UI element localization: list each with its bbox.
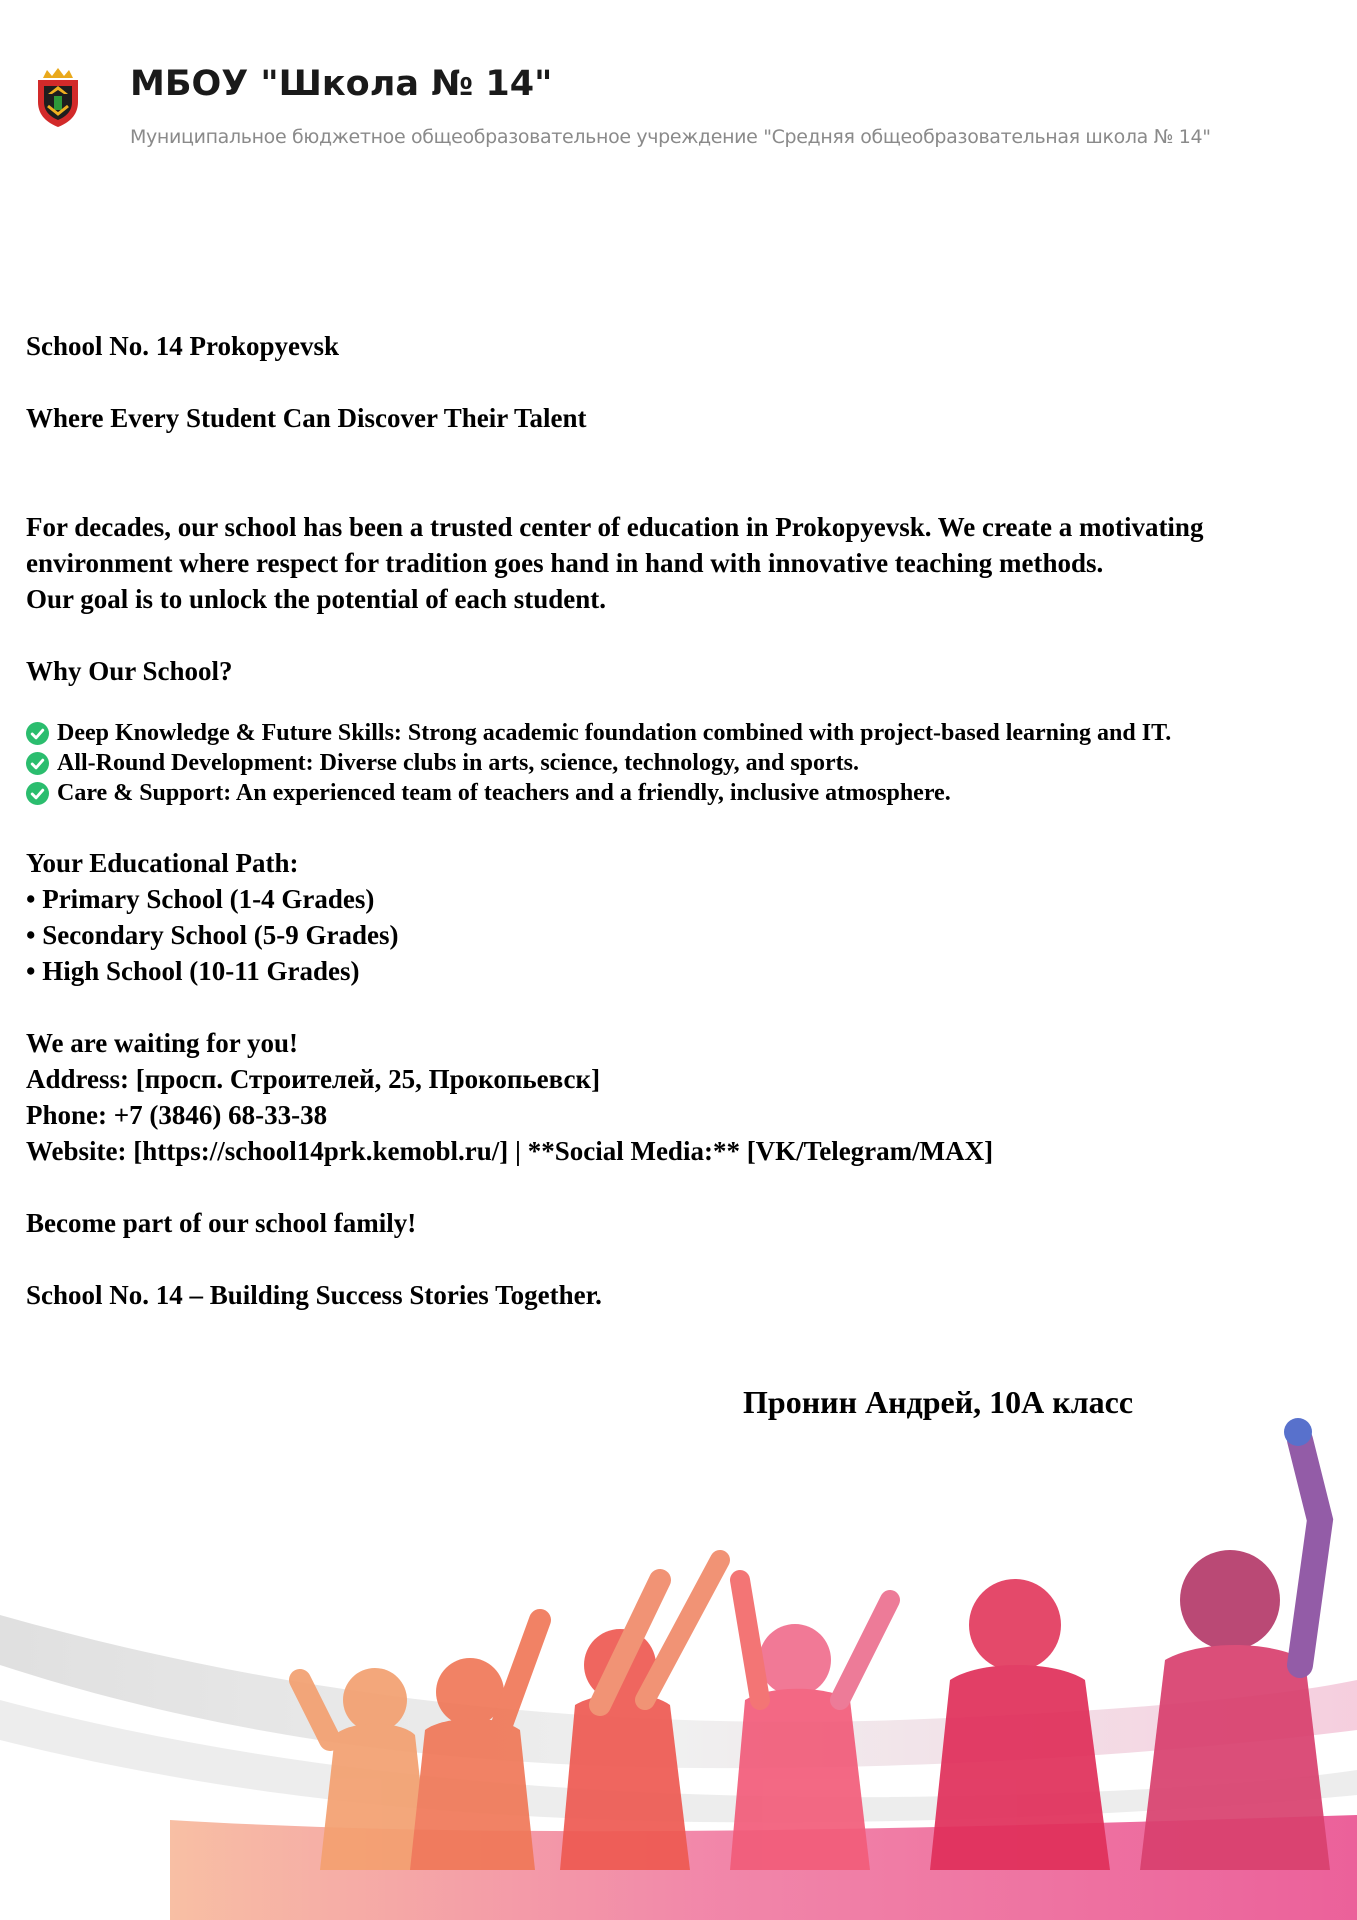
benefit-text: Deep Knowledge & Future Skills: Strong academic foundation combined with project-based learning and IT. [57,720,1172,746]
school-full-name: Муниципальное бюджетное общеобразовательное учреждение "Средняя общеобразовательная школа № 14" [130,126,1211,148]
benefit-item [26,750,859,777]
benefit-text: All-Round Development: Diverse clubs in arts, science, technology, and sports. [57,750,859,776]
why-heading: Why Our School? [26,656,233,686]
website-line: Website: [https://school14prk.kemobl.ru/] | **Social Media:** [VK/Telegram/MAX] [26,1136,994,1166]
closing-line: School No. 14 – Building Success Stories Together. [26,1280,602,1310]
path-heading: Your Educational Path: [26,848,299,878]
document-title: School No. 14 Prokopyevsk [26,331,340,361]
invitation: Become part of our school family! [26,1208,417,1238]
path-item: • Secondary School (5-9 Grades) [26,920,399,950]
check-circle-icon [26,722,49,745]
path-item: • High School (10-11 Grades) [26,956,360,986]
benefit-item [26,720,1171,747]
benefit-item [26,780,951,807]
school-short-name: МБОУ "Школа № 14" [130,64,553,104]
address-line: Address: [просп. Строителей, 25, Прокопьевск] [26,1064,601,1094]
check-circle-icon [26,752,49,775]
path-item: • Primary School (1-4 Grades) [26,884,375,914]
coat-of-arms-icon [33,66,83,128]
contact-line: We are waiting for you! [26,1028,298,1058]
benefit-text: Care & Support: An experienced team of teachers and a friendly, inclusive atmosphere. [57,780,951,806]
page-header [0,0,1357,180]
intro-line: Our goal is to unlock the potential of each student. [26,584,607,614]
intro-line: environment where respect for tradition goes hand in hand with innovative teaching methods. [26,548,1104,578]
celebration-illustration [0,1400,1357,1920]
phone-line: Phone: +7 (3846) 68-33-38 [26,1100,328,1130]
author-signature: Пронин Андрей, 10А класс [743,1384,1134,1420]
intro-line: For decades, our school has been a trusted center of education in Prokopyevsk. We create a motivating [26,512,1204,542]
check-circle-icon [26,782,49,805]
tagline: Where Every Student Can Discover Their Talent [26,403,587,433]
